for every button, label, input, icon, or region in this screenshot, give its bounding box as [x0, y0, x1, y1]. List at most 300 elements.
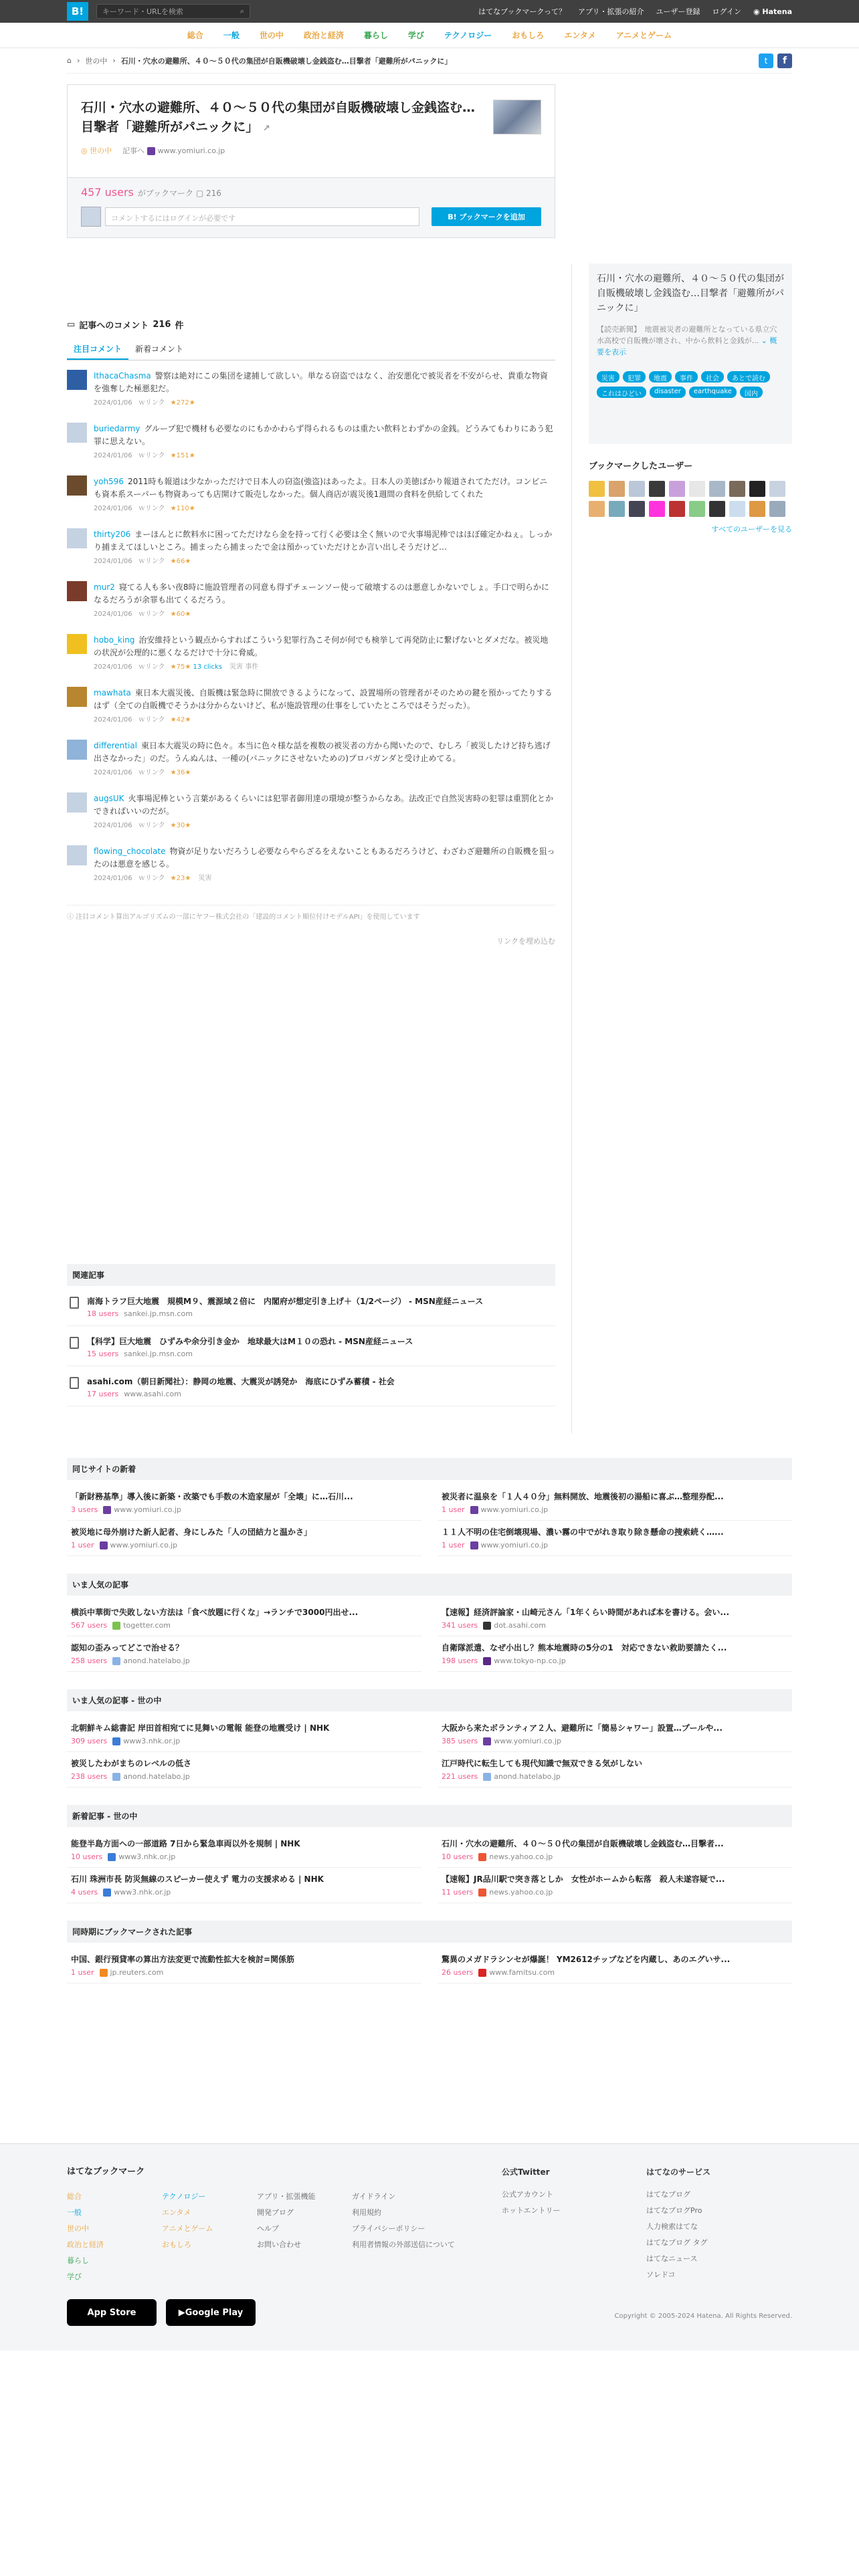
comment-item: [67, 730, 555, 783]
bottom-sections: [67, 1458, 792, 2001]
star-count[interactable]: ★42★: [170, 716, 191, 724]
comment-list: [67, 360, 555, 889]
article-title[interactable]: 【速報】経済評論家・山崎元さん「1年くらい時間があれば本を書ける。会い...: [442, 1608, 730, 1617]
comment-tags[interactable]: 災害: [198, 875, 212, 882]
article-users[interactable]: 198 users: [442, 1656, 478, 1665]
top-links: [478, 6, 792, 17]
article-users[interactable]: 1 user: [442, 1541, 465, 1549]
footer-col-categories-2: [162, 2189, 257, 2285]
home-icon[interactable]: ⌂: [67, 56, 72, 65]
article-domain[interactable]: www.tokyo-np.co.jp: [494, 1656, 566, 1665]
star-count[interactable]: ★75★: [170, 663, 191, 671]
article-users[interactable]: 26 users: [442, 1968, 474, 1977]
article-item: [67, 1636, 421, 1672]
comment-username[interactable]: yoh596: [94, 477, 124, 486]
site-favicon: [112, 1657, 120, 1665]
article-title[interactable]: １１人不明の住宅倒壊現場、濃い霧の中でがれき取り除き懸命の捜索続く…...: [442, 1527, 724, 1537]
article-title[interactable]: 自衛隊派遣、なぜ小出し？熊本地震時の5分の1 対応できない救助要請たく...: [442, 1643, 727, 1652]
app-store-badge[interactable]: App Store: [67, 2299, 157, 2326]
user-avatar[interactable]: [67, 581, 87, 601]
related-title[interactable]: 【科学】巨大地震 ひずみや余分引き金か 地球最大はM１０の恐れ - MSN産経ニュース: [87, 1337, 413, 1346]
users-count[interactable]: 457 users がブックマーク ▢ 216: [81, 186, 221, 199]
footer-link[interactable]: テクノロジー: [162, 2192, 206, 2201]
show-summary-link[interactable]: ⌄ 概要を表示: [597, 336, 777, 356]
user-avatar[interactable]: [769, 481, 785, 497]
user-avatar[interactable]: [67, 687, 87, 707]
search-input[interactable]: [96, 4, 250, 19]
site-favicon: [103, 1506, 111, 1514]
article-domain[interactable]: togetter.com: [123, 1621, 171, 1630]
comment-link[interactable]: ｗリンク: [138, 399, 165, 407]
article-users[interactable]: 385 users: [442, 1737, 478, 1745]
comment-username[interactable]: hobo_king: [94, 635, 135, 645]
footer-col-apps: [257, 2189, 352, 2285]
article-domain[interactable]: www.yomiuri.co.jp: [480, 1505, 549, 1514]
top-bar: [0, 0, 859, 23]
category-tab-8[interactable]: エンタメ: [564, 31, 596, 40]
app-store-badges: [67, 2299, 256, 2326]
star-count[interactable]: ★110★: [170, 505, 195, 512]
comment-link[interactable]: ｗリンク: [138, 716, 165, 724]
star-count[interactable]: ★272★: [170, 399, 195, 407]
related-domain[interactable]: www.asahi.com: [124, 1390, 181, 1398]
comment-date[interactable]: 2024/01/06: [94, 505, 132, 512]
related-domain[interactable]: sankei.jp.msn.com: [124, 1309, 193, 1318]
user-avatar[interactable]: [729, 501, 745, 517]
article-users[interactable]: 341 users: [442, 1621, 478, 1630]
facebook-share-icon[interactable]: f: [777, 53, 792, 68]
all-users-link[interactable]: すべてのユーザーを見る: [711, 525, 792, 534]
article-domain[interactable]: news.yahoo.co.jp: [489, 1852, 553, 1861]
comment-date[interactable]: 2024/01/06: [94, 452, 132, 459]
entry-box: [67, 84, 555, 238]
category-tab-6[interactable]: テクノロジー: [444, 31, 492, 40]
comment-date[interactable]: 2024/01/06: [94, 822, 132, 829]
comment-date[interactable]: 2024/01/06: [94, 663, 132, 671]
footer-link[interactable]: ソレドコ: [646, 2270, 676, 2279]
article-users[interactable]: 4 users: [71, 1888, 98, 1897]
summary-title[interactable]: 石川・穴水の避難所、４０～５０代の集団が自販機破壊し金銭盗む…目撃者「避難所がパニックに」: [597, 274, 784, 314]
user-avatar[interactable]: [67, 792, 87, 813]
footer-link[interactable]: プライバシーポリシー: [352, 2224, 425, 2233]
comment-item: [67, 677, 555, 730]
site-favicon: [112, 1622, 120, 1630]
entry-thumbnail[interactable]: [493, 100, 541, 134]
tag-chip[interactable]: 災害: [597, 371, 619, 383]
tag-chip[interactable]: 事件: [675, 371, 698, 383]
article-title[interactable]: 「新財務基準」導入後に新築・改築でも手数の木造家屋が「全壊」に…石川...: [71, 1492, 353, 1501]
document-icon: [70, 1377, 79, 1389]
user-avatar[interactable]: [709, 481, 725, 497]
user-avatar[interactable]: [629, 481, 645, 497]
embed-link[interactable]: リンクを埋め込む: [496, 937, 555, 946]
article-title[interactable]: 中国、銀行預貸率の算出方法変更で流動性拡大を検討=関係筋: [71, 1955, 295, 1964]
comment-text: 物資が足りないだろうし必要ならやらざるをえないこともあるだろうけど、わざわざ避難所の自販機を狙ったのは悪意を感じる。: [94, 847, 555, 869]
user-avatar[interactable]: [67, 634, 87, 654]
top-link-register[interactable]: ユーザー登録: [656, 7, 700, 16]
star-count[interactable]: ★30★: [170, 822, 191, 829]
comment-tags[interactable]: 災害 事件: [229, 663, 259, 671]
article-title[interactable]: 石川 珠洲市長 防災無線のスピーカー使えず 電力の支援求める | NHK: [71, 1874, 324, 1884]
breadcrumb-category[interactable]: 世の中: [85, 56, 108, 66]
hatena-brand[interactable]: ◉ Hatena: [753, 7, 792, 16]
top-link-login[interactable]: ログイン: [712, 7, 741, 16]
user-avatar[interactable]: [609, 501, 625, 517]
comment-text: 東日本大震災の時に色々。本当に色々様な話を複数の被災者の方から聞いたので、むしろ「被災したけど持ち逃げ出さなかった」のだ。うんぬんは、一種の(パニックにさせないための)プロパガンダと受け止めてる。: [94, 741, 551, 763]
article-title[interactable]: 石川・穴水の避難所、４０～５０代の集団が自販機破壊し金銭盗む…目撃者...: [442, 1839, 724, 1848]
comments-heading: ▭ 記事へのコメント 216 件: [67, 320, 184, 331]
category-tab-1[interactable]: 一般: [223, 31, 240, 40]
comment-date[interactable]: 2024/01/06: [94, 716, 132, 724]
user-avatar[interactable]: [67, 528, 87, 548]
comment-username[interactable]: buriedarmy: [94, 424, 140, 433]
comment-item: [67, 625, 555, 677]
footer-link[interactable]: 一般: [67, 2208, 82, 2217]
site-favicon: [483, 1773, 491, 1781]
hatena-bookmark-logo[interactable]: B!: [67, 2, 88, 21]
comments-section: [67, 318, 555, 946]
article-users[interactable]: 309 users: [71, 1737, 108, 1745]
site-favicon: [478, 1889, 486, 1897]
yomiuri-favicon: [147, 147, 155, 155]
site-favicon: [103, 1889, 111, 1897]
article-domain[interactable]: www.yomiuri.co.jp: [110, 1541, 178, 1549]
article-item: [67, 1948, 421, 1983]
article-users[interactable]: 258 users: [71, 1656, 108, 1665]
category-tab-9[interactable]: アニメとゲーム: [615, 31, 672, 40]
footer-link[interactable]: はてなブログ: [646, 2190, 690, 2199]
search-icon[interactable]: ⌕: [240, 7, 244, 15]
comment-link[interactable]: ｗリンク: [138, 663, 165, 671]
article-item: [438, 1521, 792, 1556]
user-avatar[interactable]: [67, 423, 87, 443]
footer-link[interactable]: 暮らし: [67, 2256, 89, 2265]
comment-text: まーほんとに飲料水に困ってただけなら金を持って行く必要は全く無いので火事場泥棒ではほぼ確定かねぇ。しっかり捕まえてほしいところ。捕まったら捕まったで金は預かっていただけとか言い出しそうだけど…: [94, 530, 553, 552]
article-domain[interactable]: www.yomiuri.co.jp: [494, 1737, 561, 1745]
comment-item: [67, 413, 555, 466]
user-avatar[interactable]: [749, 481, 765, 497]
footer: [0, 2143, 859, 2351]
comment-item: [67, 836, 555, 889]
category-tab-5[interactable]: 学び: [407, 31, 424, 40]
article-domain[interactable]: anond.hatelabo.jp: [123, 1656, 190, 1665]
footer-link[interactable]: 公式アカウント: [502, 2190, 553, 2199]
site-favicon: [100, 1969, 108, 1977]
tag-chip[interactable]: earthquake: [689, 387, 737, 398]
entry-bookmark-area: [68, 177, 555, 237]
user-avatar[interactable]: [769, 501, 785, 517]
entry-title[interactable]: 石川・穴水の避難所、４０～５０代の集団が自販機破壊し金銭盗む…目撃者「避難所がパニックに」 ↗: [81, 100, 476, 134]
category-tab-3[interactable]: 政治と経済: [303, 31, 344, 40]
comment-text: 火事場泥棒という言葉があるくらいには犯罪者御用達の環境が整うからなあ。法改正で自然災害時の犯罪は重罰化とかできればいいのだが。: [94, 794, 554, 816]
related-list: [67, 1286, 555, 1406]
user-avatar[interactable]: [609, 481, 625, 497]
comment-text: 寝てる人も多い夜8時に施設管理者の同意も得ずチェーンソー使って破壊するのは悪意しかないでしょ。手口で明らかになるだろうが余罪も出てくるだろう。: [94, 582, 549, 605]
comment-input[interactable]: コメントするにはログインが必要です: [105, 207, 419, 226]
comment-link[interactable]: ｗリンク: [138, 452, 165, 459]
article-title[interactable]: 北朝鮮キム総書記 岸田首相宛てに見舞いの電報 能登の地震受け | NHK: [71, 1723, 330, 1733]
article-domain[interactable]: news.yahoo.co.jp: [489, 1888, 553, 1897]
column-divider: [571, 263, 572, 1434]
site-favicon: [108, 1853, 116, 1861]
footer-link[interactable]: 利用規約: [352, 2208, 381, 2217]
related-item: [67, 1326, 555, 1366]
comment-link[interactable]: ｗリンク: [138, 875, 165, 882]
comment-username[interactable]: flowing_chocolate: [94, 847, 166, 856]
external-link-icon[interactable]: ↗: [262, 124, 270, 134]
tag-chip[interactable]: 国内: [740, 387, 763, 398]
footer-link[interactable]: 世の中: [67, 2224, 89, 2233]
article-domain[interactable]: www3.nhk.or.jp: [123, 1737, 181, 1745]
sidebar: [589, 263, 792, 534]
comment-tabs: [67, 339, 555, 360]
tab-new-comments[interactable]: 新着コメント: [135, 344, 184, 354]
footer-link[interactable]: エンタメ: [162, 2208, 191, 2217]
user-avatar[interactable]: [749, 501, 765, 517]
article-users[interactable]: 1 user: [442, 1505, 465, 1514]
article-users[interactable]: 238 users: [71, 1772, 108, 1781]
tag-chip[interactable]: 犯罪: [623, 371, 646, 383]
article-domain[interactable]: jp.reuters.com: [110, 1968, 164, 1977]
footer-title: はてなブックマーク: [67, 2167, 145, 2177]
article-domain[interactable]: www3.nhk.or.jp: [114, 1888, 171, 1897]
related-users[interactable]: 15 users: [87, 1350, 119, 1358]
related-users[interactable]: 17 users: [87, 1390, 119, 1398]
category-tab-2[interactable]: 世の中: [259, 31, 284, 40]
footer-link[interactable]: アプリ・拡張機能: [257, 2192, 316, 2201]
user-avatar[interactable]: [67, 370, 87, 390]
comment-link[interactable]: ｗリンク: [138, 611, 165, 618]
site-favicon: [483, 1622, 491, 1630]
user-avatar[interactable]: [589, 481, 605, 497]
user-avatar[interactable]: [669, 481, 685, 497]
category-tab-7[interactable]: おもしろ: [512, 31, 545, 40]
article-domain[interactable]: dot.asahi.com: [494, 1621, 546, 1630]
footer-link[interactable]: お問い合わせ: [257, 2240, 301, 2249]
footer-link[interactable]: ガイドライン: [352, 2192, 396, 2201]
comment-text: グループ犯で機材も必要なのにもかかわらず得られるものは重たい飲料とわずかの金銭。どうみてもわりにあう犯罪に思えない。: [94, 424, 553, 446]
tab-popular-comments[interactable]: 注目コメント: [67, 339, 128, 360]
related-articles: [67, 1264, 555, 1406]
article-users[interactable]: 1 user: [71, 1968, 94, 1977]
article-title[interactable]: 認知の歪みってどこで治せる？: [71, 1643, 184, 1652]
article-title[interactable]: 被災地に母外崩けた新人記者、身にしみた「人の団結力と温かさ」: [71, 1527, 312, 1537]
comment-date[interactable]: 2024/01/06: [94, 875, 132, 882]
article-title[interactable]: 被災者に温泉を「１人４０分」無料開放、地震後初の湯船に喜ぶ…整理券配...: [442, 1492, 724, 1501]
article-section: [67, 1921, 792, 1983]
entry-meta: [81, 145, 541, 156]
comment-date[interactable]: 2024/01/06: [94, 558, 132, 565]
article-users[interactable]: 10 users: [71, 1852, 103, 1861]
star-count[interactable]: ★66★: [170, 558, 191, 565]
site-favicon: [112, 1737, 120, 1745]
footer-link[interactable]: アニメとゲーム: [162, 2224, 213, 2233]
entry-category[interactable]: ◎ 世の中: [81, 146, 112, 155]
article-title[interactable]: 大阪から来たボランティア２人、避難所に「簡易シャワー」設置…プールや...: [442, 1723, 723, 1733]
footer-link[interactable]: 政治と経済: [67, 2240, 104, 2249]
article-domain[interactable]: www.yomiuri.co.jp: [114, 1505, 181, 1514]
article-domain[interactable]: www.famitsu.com: [489, 1968, 555, 1977]
entry-domain[interactable]: 記事へ www.yomiuri.co.jp: [122, 146, 225, 155]
user-avatar[interactable]: [649, 501, 665, 517]
footer-services: はてなのサービス はてなブログ はてなブログPro 人力検索はてな はてなブログ タグ はてなニュース ソレドコ: [646, 2164, 710, 2283]
article-item: [67, 1832, 421, 1868]
twitter-share-icon[interactable]: t: [759, 53, 773, 68]
search-placeholder: キーワード・URLを検索: [102, 7, 183, 16]
comment-link[interactable]: ｗリンク: [138, 822, 165, 829]
breadcrumb-title: 石川・穴水の避難所、４０～５０代の集団が自販機破壊し金銭盗む…目撃者「避難所がパニックに」: [120, 56, 452, 66]
related-heading: 関連記事: [67, 1264, 555, 1286]
star-count[interactable]: ★23★: [170, 875, 191, 882]
user-avatar[interactable]: [689, 501, 705, 517]
article-title[interactable]: 江戸時代に転生しても現代知識で無双できる気がしない: [442, 1759, 643, 1768]
site-favicon: [483, 1737, 491, 1745]
footer-link[interactable]: 学び: [67, 2272, 82, 2281]
article-domain[interactable]: www.yomiuri.co.jp: [480, 1541, 549, 1549]
footer-link[interactable]: ホットエントリー: [502, 2206, 561, 2215]
comment-row: [81, 207, 541, 227]
comment-icon: ▭: [67, 320, 76, 330]
article-users[interactable]: 11 users: [442, 1888, 474, 1897]
user-avatar[interactable]: [709, 501, 725, 517]
user-avatar[interactable]: [689, 481, 705, 497]
google-play-badge[interactable]: ▶ Google Play: [166, 2299, 256, 2326]
comment-username[interactable]: differential: [94, 741, 137, 750]
comment-username[interactable]: thirty206: [94, 530, 131, 539]
comment-date[interactable]: 2024/01/06: [94, 611, 132, 618]
article-title[interactable]: 横浜中華街で失敗しない方法は「食べ放題に行くな」→ランチで3000円出せ...: [71, 1608, 359, 1617]
site-favicon: [483, 1657, 491, 1665]
user-avatar[interactable]: [629, 501, 645, 517]
footer-link[interactable]: 人力検索はてな: [646, 2222, 698, 2231]
footer-col-categories: [67, 2189, 162, 2285]
category-tab-0[interactable]: 総合: [187, 31, 203, 40]
top-link-apps[interactable]: アプリ・拡張の紹介: [577, 7, 644, 16]
comment-username[interactable]: augsUK: [94, 794, 124, 803]
related-users[interactable]: 18 users: [87, 1309, 119, 1318]
tag-chip[interactable]: あとで読む: [727, 371, 770, 383]
tag-chip[interactable]: 社会: [701, 371, 724, 383]
tag-chip[interactable]: 地震: [649, 371, 672, 383]
section-heading: 同じサイトの新着: [67, 1458, 792, 1480]
site-favicon: [100, 1541, 108, 1549]
comment-item: [67, 360, 555, 413]
article-item: [438, 1948, 792, 1983]
article-title[interactable]: 【速報】JR品川駅で突き落としか 女性がホームから転落 殺人未遂容疑で...: [442, 1874, 725, 1884]
related-item: [67, 1286, 555, 1326]
user-avatar[interactable]: [729, 481, 745, 497]
comment-username[interactable]: mur2: [94, 582, 115, 592]
article-section: [67, 1458, 792, 1556]
comment-date[interactable]: 2024/01/06: [94, 399, 132, 407]
article-title[interactable]: 驚異のメガドラシンセが爆誕！ YM2612チップなどを内蔵し、あのエグいサ...: [442, 1955, 731, 1964]
comment-username[interactable]: IthacaChasma: [94, 371, 151, 381]
footer-link[interactable]: 利用者情報の外部送信について: [352, 2240, 455, 2249]
section-heading: いま人気の記事: [67, 1574, 792, 1596]
site-favicon: [470, 1506, 478, 1514]
user-avatar[interactable]: [67, 740, 87, 760]
comment-count-icon: ▢: [195, 189, 204, 198]
related-title[interactable]: asahi.com（朝日新聞社）：静岡の地震、大震災が誘発か 海底にひずみ蓄積 - 社会: [87, 1377, 395, 1386]
category-tab-4[interactable]: 暮らし: [363, 31, 388, 40]
copyright: Copyright © 2005-2024 Hatena. All Rights Reserved.: [614, 2313, 792, 2320]
comment-link[interactable]: ｗリンク: [138, 769, 165, 776]
site-favicon: [112, 1773, 120, 1781]
related-title[interactable]: 南海トラフ巨大地震 規模M９、震源域２倍に 内閣府が想定引き上げ＋（1/2ページ） - MSN産経ニュース: [87, 1297, 484, 1306]
comment-link[interactable]: ｗリンク: [138, 558, 165, 565]
document-icon: [70, 1337, 79, 1349]
article-users[interactable]: 10 users: [442, 1852, 474, 1861]
article-domain[interactable]: anond.hatelabo.jp: [494, 1772, 561, 1781]
footer-link[interactable]: はてなブログ タグ: [646, 2238, 708, 2247]
related-domain[interactable]: sankei.jp.msn.com: [124, 1350, 193, 1358]
tag-chip[interactable]: disaster: [650, 387, 686, 398]
bookmark-user-grid: [589, 481, 792, 517]
comment-username[interactable]: mawhata: [94, 688, 131, 697]
comment-link[interactable]: ｗリンク: [138, 505, 165, 512]
article-title[interactable]: 能登半島方面への一部道路 7日から緊急車両以外を規制 | NHK: [71, 1839, 300, 1848]
footer-link[interactable]: ヘルプ: [257, 2224, 279, 2233]
document-icon: [70, 1297, 79, 1309]
footer-link[interactable]: 開発ブログ: [257, 2208, 294, 2217]
tag-chip[interactable]: これはひどい: [597, 387, 646, 398]
article-item: [67, 1717, 421, 1752]
article-users[interactable]: 1 user: [71, 1541, 94, 1549]
user-avatar[interactable]: [669, 501, 685, 517]
top-link-about[interactable]: はてなブックマークって？: [478, 7, 566, 16]
entry-main: [68, 85, 555, 177]
related-item: [67, 1366, 555, 1406]
article-item: [438, 1832, 792, 1868]
article-item: [67, 1752, 421, 1788]
article-users[interactable]: 221 users: [442, 1772, 478, 1781]
article-item: [438, 1636, 792, 1672]
user-avatar[interactable]: [67, 475, 87, 496]
add-bookmark-button[interactable]: B! ブックマークを追加: [432, 207, 541, 226]
star-count[interactable]: ★151★: [170, 452, 195, 459]
comment-algorithm-note: ⓘ 注目コメント算出アルゴリズムの一部にヤフー株式会社の「建設的コメント順位付けモデルAPI」を使用しています: [67, 905, 555, 921]
article-domain[interactable]: www3.nhk.or.jp: [118, 1852, 176, 1861]
user-avatar[interactable]: [589, 501, 605, 517]
user-avatar[interactable]: [67, 845, 87, 865]
clicks-count[interactable]: 13 clicks: [193, 663, 222, 671]
article-item: [438, 1601, 792, 1636]
article-item: [67, 1521, 421, 1556]
section-heading: 同時期にブックマークされた記事: [67, 1921, 792, 1943]
footer-link[interactable]: おもしろ: [162, 2240, 191, 2249]
article-title[interactable]: 被災したわがまちのレベルの低さ: [71, 1759, 192, 1768]
article-users[interactable]: 3 users: [71, 1505, 98, 1514]
breadcrumb: ⌂ › 世の中 › 石川・穴水の避難所、４０～５０代の集団が自販機破壊し金銭盗む…目撃者「避難所がパニックに」 t f: [67, 48, 792, 74]
article-item: [438, 1752, 792, 1788]
article-item: [67, 1601, 421, 1636]
site-favicon: [470, 1541, 478, 1549]
footer-link[interactable]: 総合: [67, 2192, 82, 2201]
footer-link[interactable]: はてなブログPro: [646, 2206, 702, 2215]
summary-description: 【読売新聞】 地震被災者の避難所となっている県立穴水高校で自販機が壊され、中から飲料と金銭が... ⌄ 概要を表示: [597, 325, 777, 356]
comment-date[interactable]: 2024/01/06: [94, 769, 132, 776]
article-item: [67, 1868, 421, 1903]
article-domain[interactable]: anond.hatelabo.jp: [123, 1772, 190, 1781]
star-count[interactable]: ★36★: [170, 769, 191, 776]
comment-text: 治安維持という観点からすればこういう犯罪行為こそ何が何でも検挙して再発防止に繋げないとダメだな。被災地の状況が公理的に悪くなるだけで十分に脅威。: [94, 635, 549, 657]
article-users[interactable]: 567 users: [71, 1621, 108, 1630]
user-avatar[interactable]: [649, 481, 665, 497]
footer-link[interactable]: はてなニュース: [646, 2254, 698, 2263]
share-buttons: [759, 53, 792, 68]
section-heading: 新着記事 - 世の中: [67, 1805, 792, 1827]
star-count[interactable]: ★60★: [170, 611, 191, 618]
